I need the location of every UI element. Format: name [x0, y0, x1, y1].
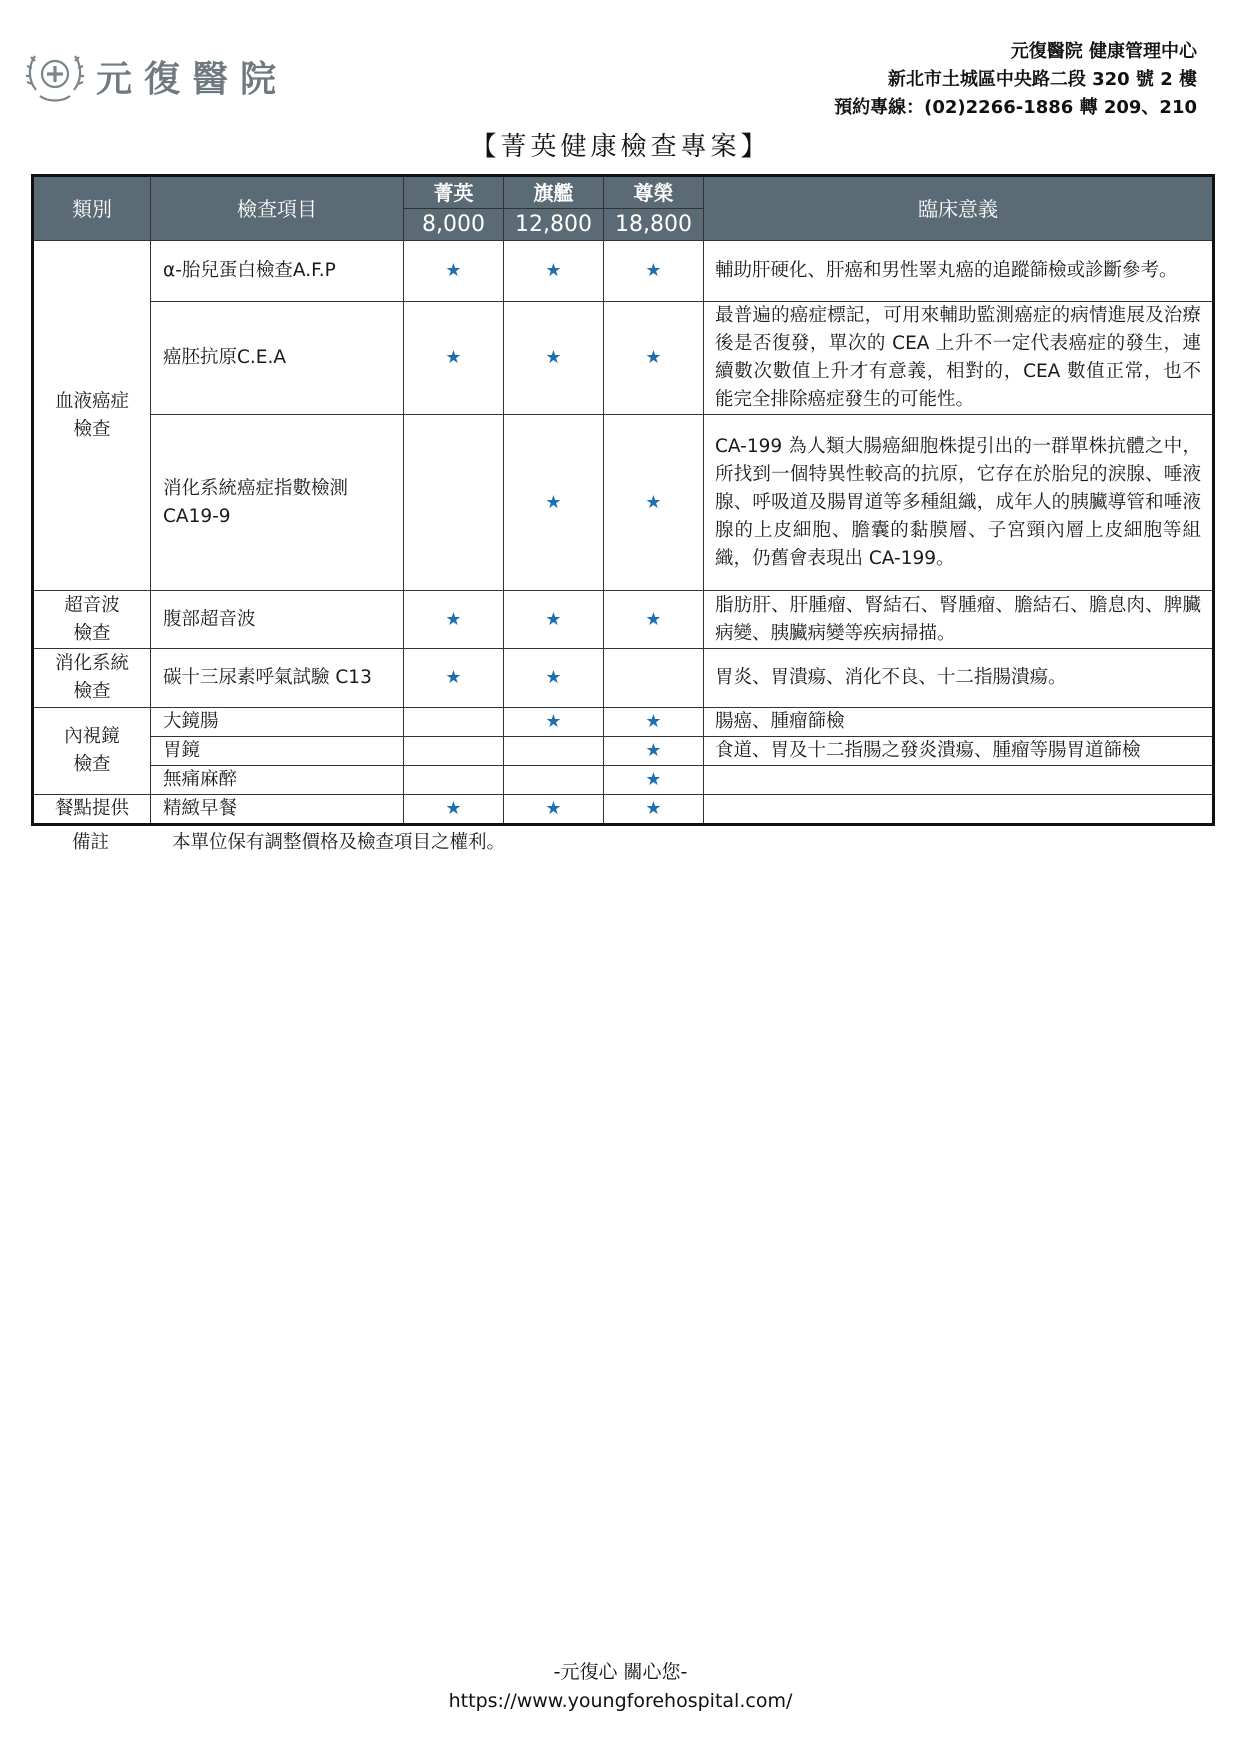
plan-price: 8,000 [404, 209, 504, 241]
plan-star-icon: ★ [404, 649, 504, 708]
table-row [33, 795, 1214, 825]
contact-info [834, 38, 1197, 122]
logo-wordmark: 元復醫院 [96, 58, 289, 100]
meaning-cell: 胃炎、胃潰瘍、消化不良、十二指腸潰瘍。 [704, 649, 1214, 708]
table-row [33, 241, 1214, 302]
plan-star-icon: ★ [404, 795, 504, 825]
plan-star-icon: ★ [504, 415, 604, 591]
plan-star-icon: ★ [604, 708, 704, 737]
plan-star-icon: ★ [504, 591, 604, 649]
item-cell: 癌胚抗原C.E.A [151, 302, 404, 415]
category-cell: 餐點提供 [33, 795, 151, 825]
hospital-emblem-icon [26, 46, 84, 106]
plan-star-icon: ★ [604, 302, 704, 415]
plan-name: 旗艦 [504, 176, 604, 209]
category-cell: 超音波 檢查 [33, 591, 151, 649]
table-row [33, 649, 1214, 708]
plan-star-icon [604, 649, 704, 708]
plan-name: 菁英 [404, 176, 504, 209]
category-cell: 消化系統 檢查 [33, 649, 151, 708]
header-meaning: 臨床意義 [704, 176, 1214, 241]
header-row [33, 176, 1214, 209]
plan-star-icon: ★ [504, 302, 604, 415]
plan-price: 12,800 [504, 209, 604, 241]
page-title: 【菁英健康檢查專案】 [470, 132, 771, 162]
plan-star-icon [404, 708, 504, 737]
table-row [33, 766, 1214, 795]
category-cell: 血液癌症 檢查 [33, 241, 151, 591]
note-text: 本單位保有調整價格及檢查項目之權利。 [172, 832, 506, 853]
plan-star-icon: ★ [604, 415, 704, 591]
item-cell: 精緻早餐 [151, 795, 404, 825]
table-row [33, 708, 1214, 737]
plan-star-icon [404, 737, 504, 766]
meaning-cell [704, 795, 1214, 825]
address: 新北市土城區中央路二段 320 號 2 樓 [887, 69, 1197, 90]
checkup-table [31, 174, 1215, 826]
plan-star-icon: ★ [504, 708, 604, 737]
hospital-logo [26, 46, 288, 106]
item-cell: α-胎兒蛋白檢查A.F.P [151, 241, 404, 302]
plan-star-icon: ★ [404, 591, 504, 649]
meaning-cell: CA-199 為人類大腸癌細胞株提引出的一群單株抗體之中，所找到一個特異性較高的抗原，它存在於胎兒的淚腺、唾液腺、呼吸道及腸胃道等多種組織，成年人的胰臟導管和唾液腺的上皮細胞、膽囊的黏膜層、子宮頸內層上皮細胞等組織，仍舊會表現出 CA-199。 [704, 415, 1214, 591]
plan-star-icon: ★ [604, 241, 704, 302]
plan-star-icon: ★ [604, 766, 704, 795]
plan-name: 尊榮 [604, 176, 704, 209]
note-label: 備註 [72, 832, 110, 853]
table-row [33, 302, 1214, 415]
phone: 預約專線：(02)2266-1886 轉 209、210 [834, 97, 1197, 118]
plan-star-icon: ★ [504, 241, 604, 302]
plan-price: 18,800 [604, 209, 704, 241]
org-name: 元復醫院 健康管理中心 [1010, 41, 1197, 62]
meaning-cell: 輔助肝硬化、肝癌和男性睪丸癌的追蹤篩檢或診斷參考。 [704, 241, 1214, 302]
item-cell: 碳十三尿素呼氣試驗 C13 [151, 649, 404, 708]
header-category: 類別 [33, 176, 151, 241]
table-row [33, 591, 1214, 649]
plan-star-icon [504, 737, 604, 766]
plan-star-icon: ★ [604, 591, 704, 649]
plan-star-icon: ★ [404, 302, 504, 415]
plan-star-icon: ★ [604, 737, 704, 766]
item-cell: 消化系統癌症指數檢測 CA19-9 [151, 415, 404, 591]
footer [0, 1658, 1241, 1716]
footer-url[interactable]: https://www.youngforehospital.com/ [448, 1690, 793, 1712]
plan-star-icon [404, 766, 504, 795]
meaning-cell: 食道、胃及十二指腸之發炎潰瘍、腫瘤等腸胃道篩檢 [704, 737, 1214, 766]
header-item: 檢查項目 [151, 176, 404, 241]
plan-star-icon [404, 415, 504, 591]
item-cell: 胃鏡 [151, 737, 404, 766]
plan-star-icon: ★ [404, 241, 504, 302]
meaning-cell: 脂肪肝、肝腫瘤、腎結石、腎腫瘤、膽結石、膽息肉、脾臟病變、胰臟病變等疾病掃描。 [704, 591, 1214, 649]
item-cell: 無痛麻醉 [151, 766, 404, 795]
footer-slogan: -元復心 關心您- [553, 1661, 688, 1683]
category-cell: 內視鏡 檢查 [33, 708, 151, 795]
meaning-cell [704, 766, 1214, 795]
meaning-cell: 最普遍的癌症標記，可用來輔助監測癌症的病情進展及治療後是否復發，單次的 CEA 上升不一定代表癌症的發生，連續數次數值上升才有意義，相對的，CEA 數值正常，也不能完全排除癌症發生的可能性。 [704, 302, 1214, 415]
item-cell: 大鏡腸 [151, 708, 404, 737]
meaning-cell: 腸癌、腫瘤篩檢 [704, 708, 1214, 737]
plan-star-icon: ★ [504, 649, 604, 708]
plan-star-icon [504, 766, 604, 795]
table-row [33, 415, 1214, 591]
item-cell: 腹部超音波 [151, 591, 404, 649]
table-row [33, 737, 1214, 766]
plan-star-icon: ★ [604, 795, 704, 825]
plan-star-icon: ★ [504, 795, 604, 825]
